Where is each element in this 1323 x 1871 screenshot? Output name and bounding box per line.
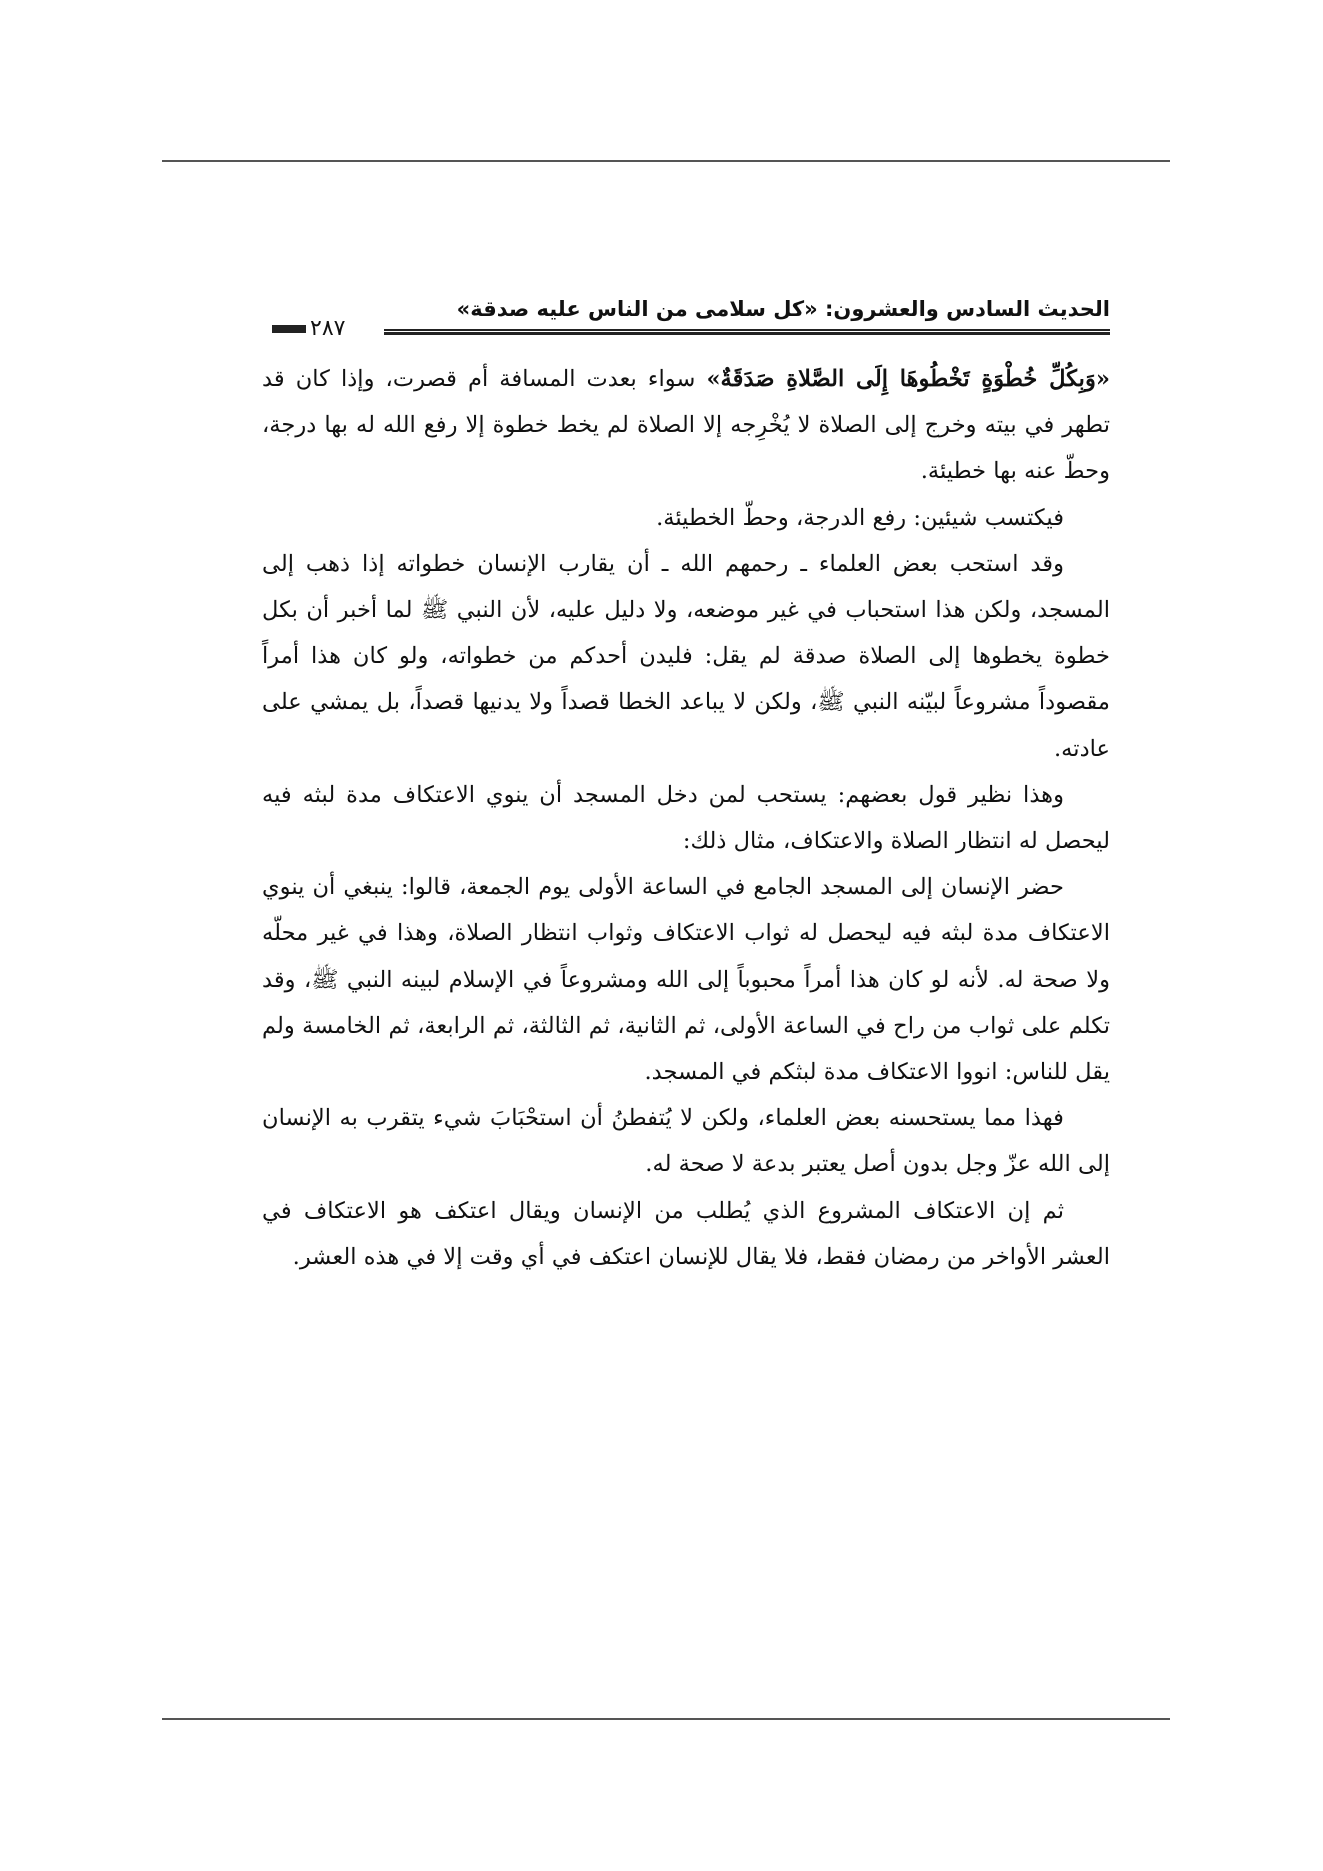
paragraph-5: حضر الإنسان إلى المسجد الجامع في الساعة الأولى يوم الجمعة، قالوا: ينبغي أن ينوي الاعتكاف مدة لبثه فيه ليحصل له ثواب الاعتكاف وثواب انتظار الصلاة، وهذا في غير محلّه ولا صحة له. لأنه لو كان هذا أمراً محبوباً إلى الله ومشروعاً في الإسلام لبينه النبي ﷺ، وقد تكلم على ثواب من راح في الساعة الأولى، ثم الثانية، ثم الثالثة، ثم الرابعة، ثم الخامسة ولم يقل للناس: انووا الاعتكاف مدة لبثكم في المسجد. bbox=[262, 874, 1110, 1086]
paragraph-3: وقد استحب بعض العلماء ـ رحمهم الله ـ أن يقارب الإنسان خطواته إذا ذهب إلى المسجد، ولكن هذا استحباب في غير موضعه، ولا دليل عليه، لأن النبي ﷺ لما أخبر أن بكل خطوة يخطوها إلى الصلاة صدقة لم يقل: فليدن أحدكم من خطواته، ولو كان هذا أمراً مقصوداً مشروعاً لبيّنه النبي ﷺ، ولكن لا يباعد الخطا قصداً ولا يدنيها قصداً، بل يمشي على عادته. bbox=[262, 550, 1110, 762]
running-header bbox=[272, 294, 1110, 350]
running-title: الحديث السادس والعشرون: «كل سلامى من الناس عليه صدقة» bbox=[456, 297, 1110, 321]
paragraph-1 bbox=[262, 356, 1110, 495]
paragraph-4: وهذا نظير قول بعضهم: يستحب لمن دخل المسجد أن ينوي الاعتكاف مدة لبثه فيه ليحصل له انتظار الصلاة والاعتكاف، مثال ذلك: bbox=[262, 781, 1110, 855]
paragraph-1-text: سواء بعدت المسافة أم قصرت، وإذا كان قد تطهر في بيته وخرج إلى الصلاة لا يُخْرِجه إلا الصلاة لم يخط خطوة إلا رفع الله له بها درجة، وحطّ عنه بها خطيئة. bbox=[262, 366, 1110, 485]
paragraph-6: فهذا مما يستحسنه بعض العلماء، ولكن لا يُتفطنُ أن استحْبَابَ شيء يتقرب به الإنسان إلى الله عزّ وجل بدون أصل يعتبر بدعة لا صحة له. bbox=[262, 1105, 1110, 1178]
paragraph-2: فيكتسب شيئين: رفع الدرجة، وحطّ الخطيئة. bbox=[656, 504, 1064, 531]
body-text bbox=[262, 356, 1110, 1280]
header-double-rule bbox=[384, 329, 1110, 335]
bottom-rule bbox=[162, 1718, 1170, 1720]
hadith-quote: «وَبِكُلِّ خُطْوَةٍ تَخْطُوهَا إِلَى الصَّلاةِ صَدَقَةٌ» bbox=[706, 366, 1110, 392]
top-rule bbox=[162, 160, 1170, 162]
page-number-bar bbox=[272, 325, 306, 333]
page-number: ٢٨٧ bbox=[310, 316, 346, 341]
paragraph-7: ثم إن الاعتكاف المشروع الذي يُطلب من الإنسان ويقال اعتكف هو الاعتكاف في العشر الأواخر من رمضان فقط، فلا يقال للإنسان اعتكف في أي وقت إلا في هذه العشر. bbox=[262, 1197, 1110, 1270]
